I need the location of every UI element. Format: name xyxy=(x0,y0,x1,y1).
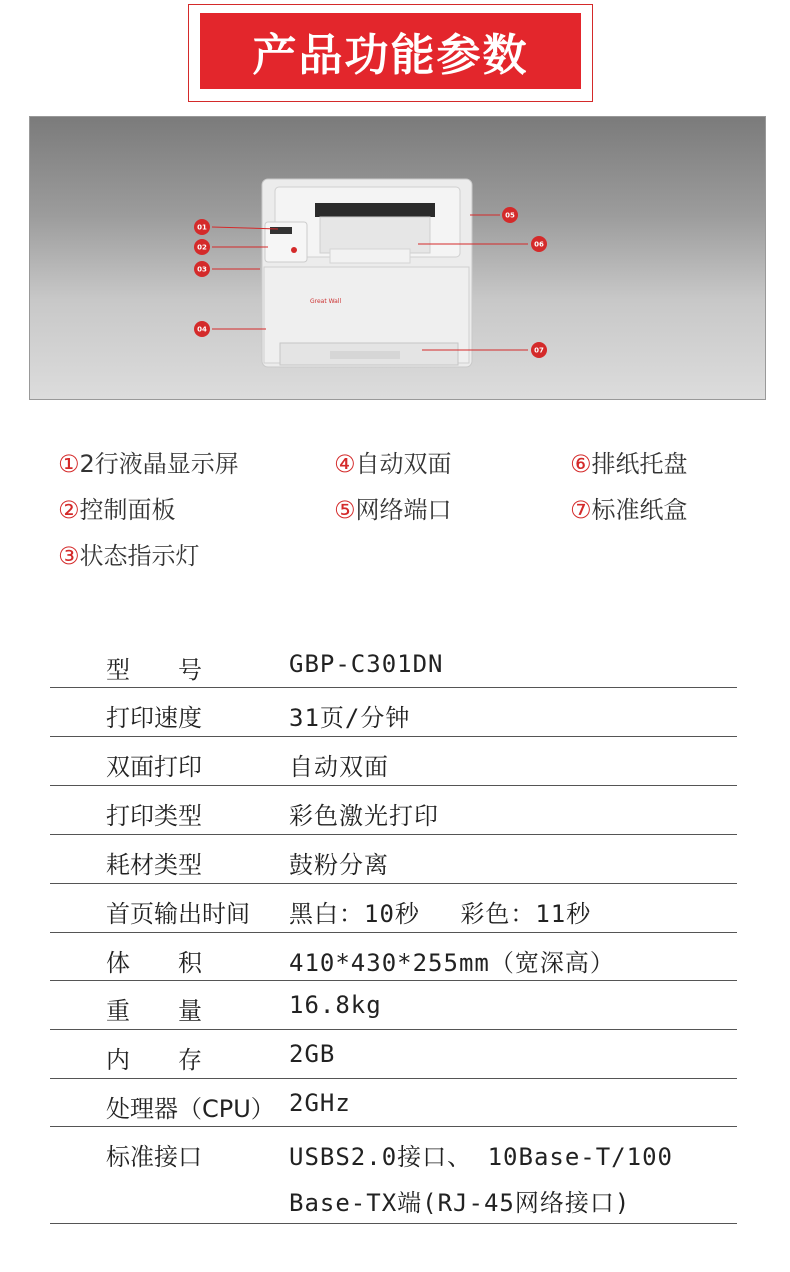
spec-label: 处理器（CPU） xyxy=(106,1095,275,1123)
spec-value: 自动双面 xyxy=(289,753,389,781)
spec-value-line2: Base-TX端(RJ-45网络接口) xyxy=(289,1189,631,1217)
callout-06: 06 xyxy=(534,240,544,249)
spec-value: 410*430*255mm（宽深高） xyxy=(289,949,615,977)
spec-value: GBP-C301DN xyxy=(289,650,444,678)
table-row xyxy=(50,688,737,737)
table-row xyxy=(50,835,737,884)
spec-value: 31页/分钟 xyxy=(289,704,411,732)
spec-value: 2GHz xyxy=(289,1089,351,1117)
page-title: 产品功能参数 xyxy=(252,30,529,81)
printer-photo xyxy=(29,116,766,400)
table-row xyxy=(50,933,737,981)
spec-label: 双面打印 xyxy=(106,753,202,781)
legend-item: ⑥排纸托盘 xyxy=(570,450,688,478)
spec-value: 鼓粉分离 xyxy=(289,851,389,879)
spec-value: 彩色激光打印 xyxy=(289,802,439,830)
legend-item: ⑤网络端口 xyxy=(334,496,452,524)
spec-value: 2GB xyxy=(289,1040,336,1068)
legend-item: ⑦标准纸盒 xyxy=(570,496,688,524)
spec-value: 黑白：10秒 彩色：11秒 xyxy=(289,900,592,928)
spec-label: 打印类型 xyxy=(106,802,202,830)
spec-label: 体 积 xyxy=(106,949,202,977)
brand-logo: Great Wall xyxy=(310,298,342,305)
legend-item: ③状态指示灯 xyxy=(58,542,200,570)
table-row xyxy=(50,640,737,688)
spec-label: 打印速度 xyxy=(106,704,202,732)
table-row xyxy=(50,737,737,786)
table-row xyxy=(50,1079,737,1127)
legend-item: ④自动双面 xyxy=(334,450,452,478)
callout-03: 03 xyxy=(197,265,207,274)
legend-item: ②控制面板 xyxy=(58,496,176,524)
table-row xyxy=(50,981,737,1030)
legend-item: ①2行液晶显示屏 xyxy=(58,450,239,478)
spec-label: 内 存 xyxy=(106,1046,202,1074)
callout-07: 07 xyxy=(534,346,544,355)
callout-01: 01 xyxy=(197,223,207,232)
spec-label: 型 号 xyxy=(106,656,202,684)
table-row xyxy=(50,1030,737,1079)
callout-04: 04 xyxy=(197,325,207,334)
spec-label: 重 量 xyxy=(106,997,202,1025)
spec-label: 标准接口 xyxy=(106,1143,202,1171)
spec-label: 耗材类型 xyxy=(106,851,202,879)
title-banner xyxy=(200,13,581,89)
callout-02: 02 xyxy=(197,243,207,252)
callout-05: 05 xyxy=(505,211,515,220)
spec-value: USBS2.0接口、 10Base-T/100 xyxy=(289,1143,673,1171)
spec-value: 16.8kg xyxy=(289,991,382,1019)
table-row xyxy=(50,786,737,835)
table-row xyxy=(50,1127,737,1224)
printer-illustration xyxy=(30,117,765,399)
table-row xyxy=(50,884,737,933)
spec-label: 首页输出时间 xyxy=(106,900,250,928)
